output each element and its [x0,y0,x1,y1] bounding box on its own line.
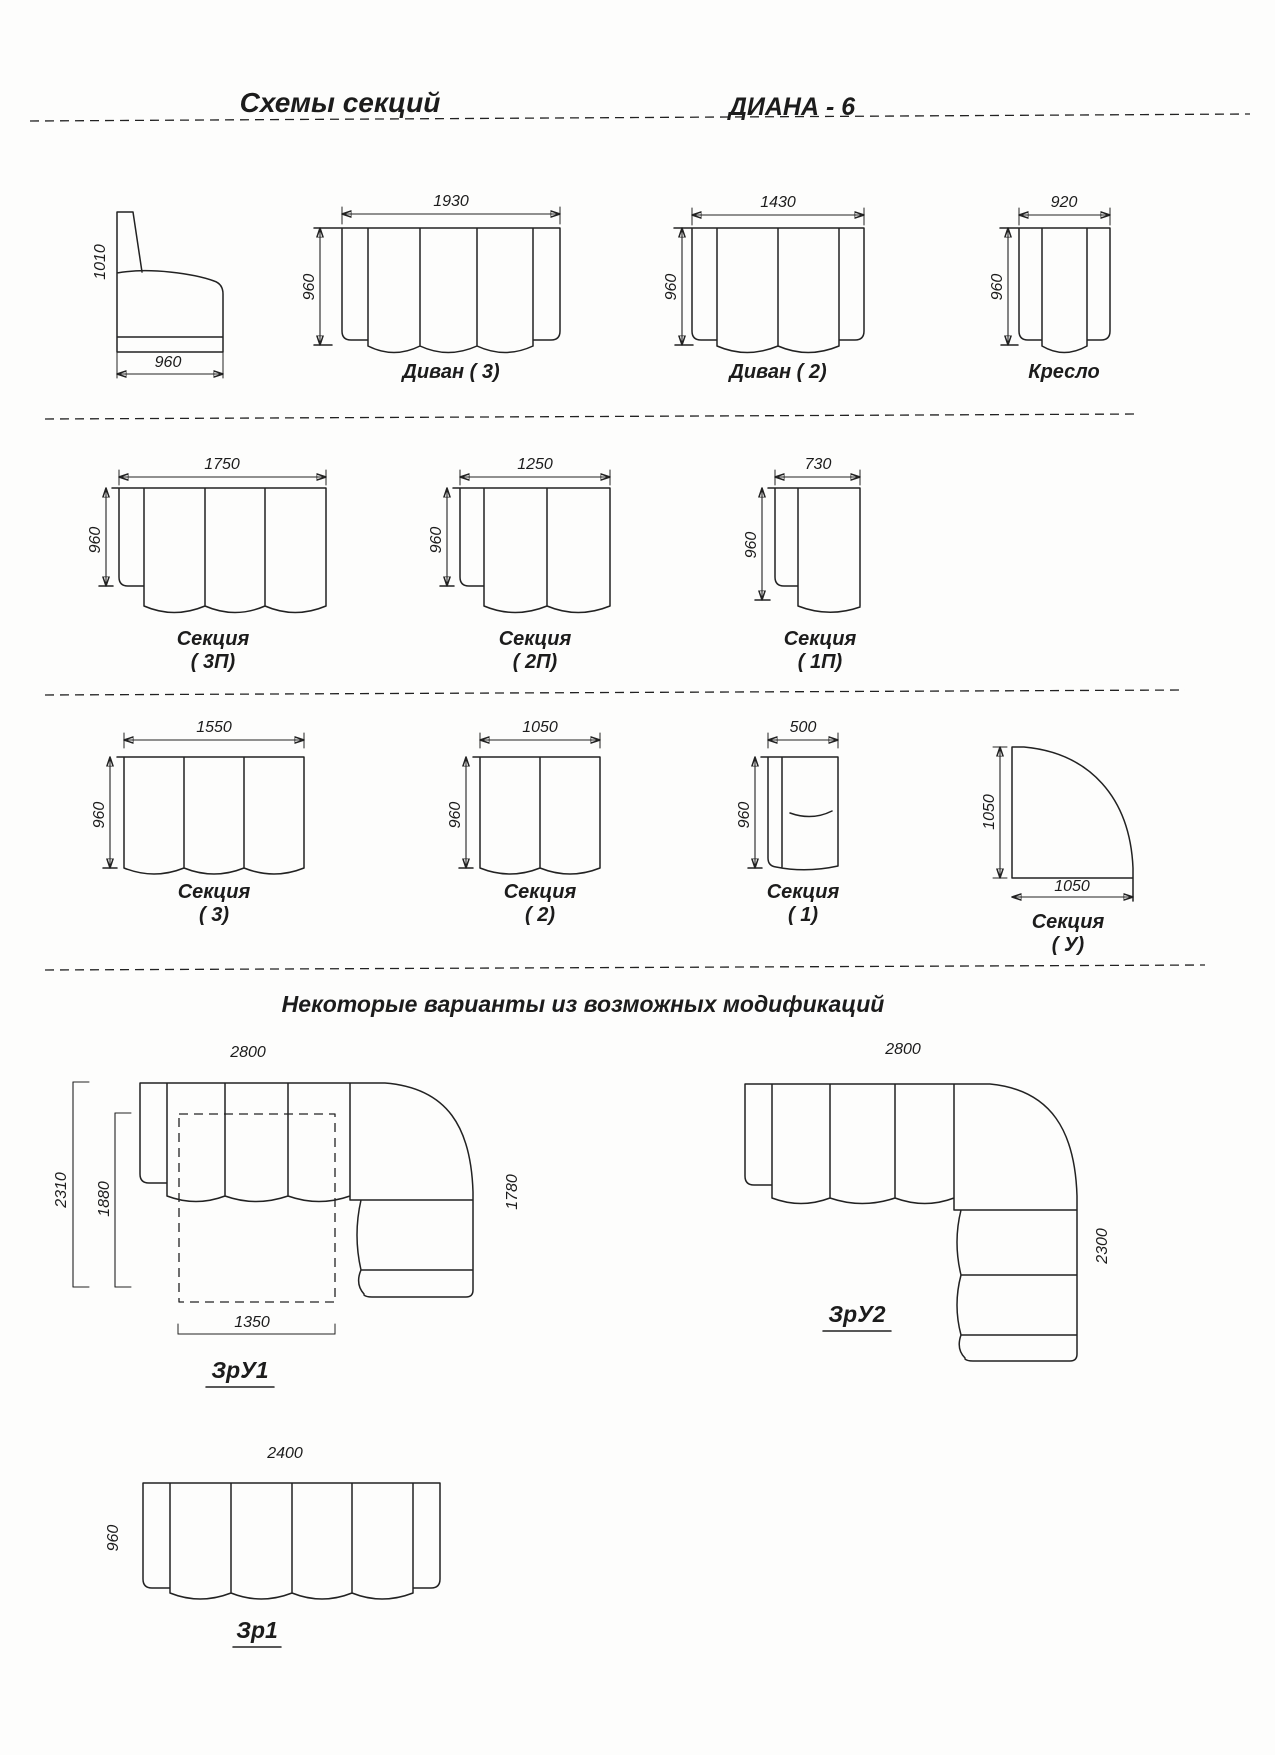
zru2-width-dim: 2800 [885,1041,921,1058]
zr1-diagram [105,1445,440,1647]
section-2p-depth-dim: 960 [428,526,445,554]
section-2p-outline [440,488,610,613]
section-3-label-line1: Секция [177,881,251,903]
section-2p-diagram [428,456,610,673]
section-3-label-line2: ( 3) [199,904,229,926]
divan3-depth-dim: 960 [301,273,318,301]
section-u-diagram [981,747,1133,956]
section-2-width-dim: 1050 [522,719,558,736]
divan2-label: Диван ( 2) [729,361,827,383]
zru1-inner-depth-dim: 1880 [96,1181,113,1217]
section-1p-width-dim: 730 [804,456,832,473]
side-view-outline [117,212,223,352]
zru1-width-dim: 2800 [230,1044,266,1061]
divan3-diagram [301,193,560,383]
section-u-height-dim: 1050 [981,794,998,830]
kreslo-outline [1000,228,1110,353]
zru1-outline [140,1083,473,1297]
section-3-width-dim: 1550 [196,719,232,736]
zru2-diagram [745,1041,1111,1361]
section-3p-diagram [87,456,326,673]
section-1-diagram [736,719,840,926]
divan3-width-dim: 1930 [433,193,469,210]
section-2-label-line1: Секция [503,881,577,903]
side-view-height-dim: 1010 [92,244,109,280]
zru1-outer-depth-dim: 2310 [53,1172,70,1208]
zru1-foldout-bed-outline [179,1114,335,1302]
section-3p-depth-dim: 960 [87,526,104,554]
side-view-depth-dim: 960 [154,354,182,371]
zru1-label: ЗрУ1 [211,1357,269,1383]
section-2-depth-dim: 960 [447,801,464,829]
section-1p-label-line1: Секция [783,628,857,650]
section-2-label-line2: ( 2) [525,904,555,926]
zru2-right-dim: 2300 [1094,1228,1111,1264]
section-1-label-line1: Секция [766,881,840,903]
kreslo-width-dim: 920 [1050,194,1078,211]
section-u-width-dim: 1050 [1054,878,1090,895]
model-title: ДИАНА - 6 [728,93,856,121]
section-u-label-line1: Секция [1031,911,1105,933]
divan2-diagram [663,194,864,383]
zr1-label: Зр1 [236,1617,278,1643]
zru1-right-dim: 1780 [504,1174,521,1210]
divan2-depth-dim: 960 [663,273,680,301]
section-1-label-line2: ( 1) [788,904,818,926]
divider-1 [30,114,1250,121]
divan2-width-dim: 1430 [760,194,796,211]
page-title: Схемы секций [239,87,441,118]
kreslo-depth-dim: 960 [989,273,1006,301]
section-3-depth-dim: 960 [91,801,108,829]
divan2-outline [674,228,864,353]
zru2-label: ЗрУ2 [828,1301,886,1327]
zr1-width-dim: 2400 [267,1445,303,1462]
section-3p-label-line1: Секция [176,628,250,650]
section-3p-width-dim: 1750 [204,456,240,473]
section-1p-depth-dim: 960 [743,531,760,559]
section-3-outline [103,757,304,874]
section-2-diagram [447,719,600,926]
section-2p-label-line2: ( 2П) [512,651,558,673]
section-2p-width-dim: 1250 [517,456,553,473]
section-3p-label-line2: ( 3П) [190,651,236,673]
zru2-outline [745,1084,1077,1361]
divan3-label: Диван ( 3) [402,361,500,383]
side-view-diagram [92,212,223,378]
header [240,87,857,121]
divider-2 [45,414,1140,419]
section-1p-diagram [743,456,860,673]
section-2-outline [459,757,600,874]
modifications-heading: Некоторые варианты из возможных модификаций [281,991,885,1017]
section-3p-outline [99,488,326,613]
section-3-diagram [91,719,304,926]
section-1p-outline [755,488,860,612]
section-1-width-dim: 500 [789,719,817,736]
zr1-depth-dim: 960 [105,1524,122,1552]
zru1-bed-dim: 1350 [234,1314,270,1331]
section-u-label-line2: ( У) [1051,934,1085,956]
section-1-outline [748,757,838,870]
divider-3 [45,690,1185,695]
zru1-diagram [53,1044,521,1387]
zru1-outer-depth-ticks [73,1082,89,1287]
section-1-depth-dim: 960 [736,801,753,829]
divider-4 [45,965,1205,970]
section-2p-label-line1: Секция [498,628,572,650]
divan3-outline [314,228,560,353]
section-1p-label-line2: ( 1П) [797,651,843,673]
zr1-outline [143,1483,440,1599]
zru1-inner-depth-ticks [115,1113,131,1287]
kreslo-label: Кресло [1028,361,1100,383]
kreslo-diagram [989,194,1110,383]
